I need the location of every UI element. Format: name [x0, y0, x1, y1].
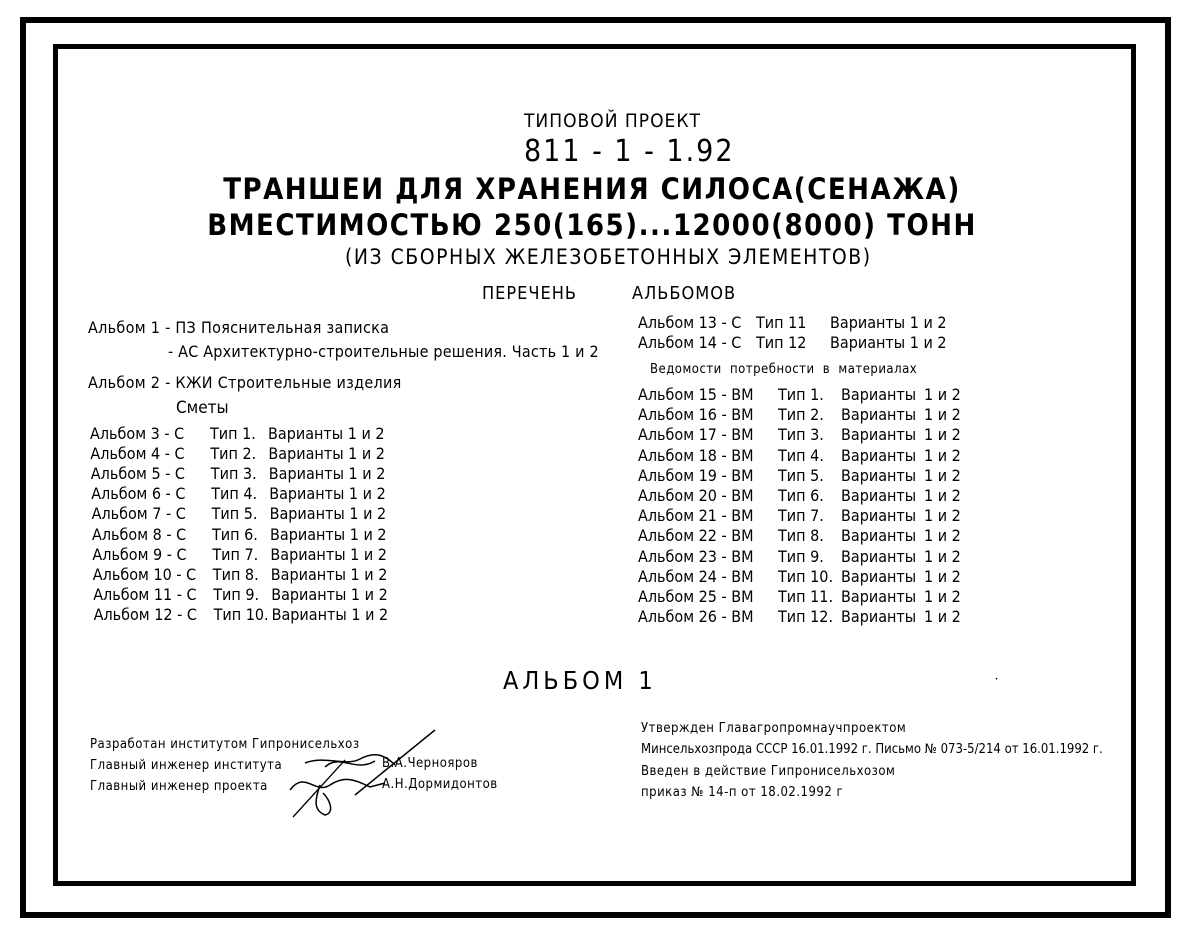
album-variants: Варианты 1 и 2 [268, 444, 385, 464]
album-variant-numbers: 1 и 2 [924, 566, 961, 586]
album2: Альбом 2 - КЖИ Строительные изделия [88, 373, 402, 392]
album-type: Тип 11. [778, 587, 834, 606]
project-engineer-name: А.Н.Дормидонтов [382, 777, 498, 792]
album-variant-numbers: 1 и 2 [924, 445, 961, 465]
album-variants: Варианты [841, 546, 917, 566]
album-variants: Варианты [841, 385, 917, 404]
approval-line1: Утвержден Главагропромнаучпроектом [641, 721, 907, 736]
album-type: Тип 3. [210, 464, 257, 484]
album-variants: Варианты 1 и 2 [269, 484, 386, 504]
album-number: Альбом 17 - ВМ [638, 425, 754, 445]
smety-heading: Сметы [176, 398, 229, 418]
album-number: Альбом 3 - С [90, 424, 185, 443]
album-number: Альбом 23 - ВМ [638, 546, 754, 566]
album-label: АЛЬБОМ 1 [503, 666, 657, 695]
album-number: Альбом 12 - С [93, 604, 197, 624]
developer-line2: Главный инженер института [90, 758, 283, 773]
album-number: Альбом 22 - ВМ [638, 526, 754, 546]
subtitle: (ИЗ СБОРНЫХ ЖЕЛЕЗОБЕТОННЫХ ЭЛЕМЕНТОВ) [345, 245, 872, 269]
developer-line1: Разработан институтом Гипронисельхоз [90, 737, 360, 752]
album-number: Альбом 20 - ВМ [638, 486, 754, 505]
album-type: Тип 10. [778, 566, 834, 586]
chief-engineer-name: В.А.Чернояров [382, 756, 478, 771]
album-type: Тип 2. [778, 405, 824, 425]
album1-pz: Альбом 1 - ПЗ Пояснительная записка [88, 318, 390, 337]
album-variants: Варианты [841, 445, 917, 465]
album-type: Тип 5. [778, 465, 824, 485]
album-variants: Варианты [841, 587, 917, 606]
album-variants: Варианты 1 и 2 [271, 604, 389, 624]
album-type: Тип 12 [756, 333, 807, 352]
album-variants: Варианты [841, 526, 917, 546]
album-number: Альбом 6 - С [91, 484, 186, 504]
album-number: Альбом 8 - С [92, 524, 187, 544]
album-variant-numbers: 1 и 2 [924, 385, 961, 404]
album-type: Тип 4. [211, 484, 258, 504]
album-number: Альбом 11 - С [93, 584, 197, 604]
album-variant-numbers: 1 и 2 [924, 486, 961, 505]
album-number: Альбом 24 - ВМ [638, 566, 754, 586]
album-number: Альбом 19 - ВМ [638, 465, 754, 485]
album-variant-numbers: 1 и 2 [924, 587, 961, 606]
album-type: Тип 10. [213, 604, 269, 624]
album-type: Тип 6. [778, 486, 824, 505]
album-type: Тип 6. [212, 524, 258, 544]
album-number: Альбом 4 - С [90, 444, 185, 464]
album-variants: Варианты [841, 506, 917, 526]
list-header-part2: АЛЬБОМОВ [632, 283, 737, 304]
album-variants: Варианты 1 и 2 [269, 504, 387, 524]
title-line-1: ТРАНШЕИ ДЛЯ ХРАНЕНИЯ СИЛОСА(СЕНАЖА) [223, 172, 961, 206]
album-variant-numbers: 1 и 2 [924, 607, 961, 627]
album-number: Альбом 9 - С [92, 544, 187, 564]
album-variant-numbers: 1 и 2 [924, 425, 961, 445]
album-number: Альбом 21 - ВМ [638, 506, 754, 526]
album-variant-numbers: 1 и 2 [924, 506, 961, 526]
album-number: Альбом 10 - С [92, 564, 197, 584]
album-number: Альбом 26 - ВМ [638, 607, 754, 627]
album-variants: Варианты 1 и 2 [268, 464, 386, 484]
approval-line2: Минсельхозпрода СССР 16.01.1992 г. Письмо № 073-5/214 от 16.01.1992 г. [641, 742, 1103, 757]
album-type: Тип 1. [778, 385, 824, 404]
album-number: Альбом 13 - С [638, 313, 742, 332]
album-type: Тип 8. [212, 564, 259, 584]
album-type: Тип 3. [778, 425, 824, 445]
project-code: 811 - 1 - 1.92 [524, 134, 735, 169]
album-type: Тип 8. [778, 526, 824, 546]
album-number: Альбом 5 - С [90, 464, 185, 484]
album-variants: Варианты [841, 465, 917, 485]
album-variants: Варианты 1 и 2 [270, 564, 388, 584]
album-variant-numbers: 1 и 2 [924, 405, 961, 425]
album-type: Тип 12. [778, 607, 834, 627]
album-variants: Варианты [841, 566, 917, 586]
vedomosti-heading: Ведомости потребности в материалах [650, 362, 918, 377]
album-variants: Варианты [841, 486, 917, 505]
album-type: Тип 5. [211, 504, 258, 524]
album-variants: Варианты [841, 607, 917, 627]
approval-line4: приказ № 14-п от 18.02.1992 г [641, 785, 844, 800]
album-number: Альбом 15 - ВМ [638, 385, 754, 404]
speck: • [995, 676, 999, 683]
album-type: Тип 4. [778, 445, 824, 465]
album-variant-numbers: 1 и 2 [924, 546, 961, 566]
album-number: Альбом 18 - ВМ [638, 445, 754, 465]
developer-line3: Главный инженер проекта [90, 779, 268, 794]
project-label: ТИПОВОЙ ПРОЕКТ [524, 110, 701, 132]
album-variants: Варианты 1 и 2 [270, 544, 387, 564]
title-line-2: ВМЕСТИМОСТЬЮ 250(165)...12000(8000) ТОНН [207, 208, 977, 242]
album-variants: Варианты 1 и 2 [271, 584, 388, 604]
album-type: Тип 9. [213, 584, 260, 604]
album-number: Альбом 25 - ВМ [638, 587, 754, 606]
album-variants: Варианты 1 и 2 [268, 424, 385, 443]
album-type: Тип 2. [210, 444, 257, 464]
album-type: Тип 1. [210, 424, 256, 443]
album-number: Альбом 16 - ВМ [638, 405, 754, 425]
list-header-part1: ПЕРЕЧЕНЬ [482, 283, 578, 304]
album-variants: Варианты 1 и 2 [270, 524, 387, 544]
album-variants: Варианты [841, 425, 917, 445]
album-number: Альбом 7 - С [91, 504, 186, 524]
album-type: Тип 11 [756, 313, 807, 332]
album-variants: Варианты 1 и 2 [830, 313, 947, 332]
album-type: Тип 7. [778, 506, 824, 526]
album1-as: - АС Архитектурно-строительные решения. Часть 1 и 2 [168, 342, 599, 361]
album-number: Альбом 14 - С [638, 333, 742, 352]
album-variants: Варианты 1 и 2 [830, 333, 947, 352]
signature-icon [285, 725, 445, 820]
album-variants: Варианты [841, 405, 917, 425]
album-type: Тип 9. [778, 546, 824, 566]
approval-line3: Введен в действие Гипронисельхозом [641, 764, 896, 779]
album-type: Тип 7. [212, 544, 259, 564]
album-variant-numbers: 1 и 2 [924, 526, 961, 546]
album-variant-numbers: 1 и 2 [924, 465, 961, 485]
